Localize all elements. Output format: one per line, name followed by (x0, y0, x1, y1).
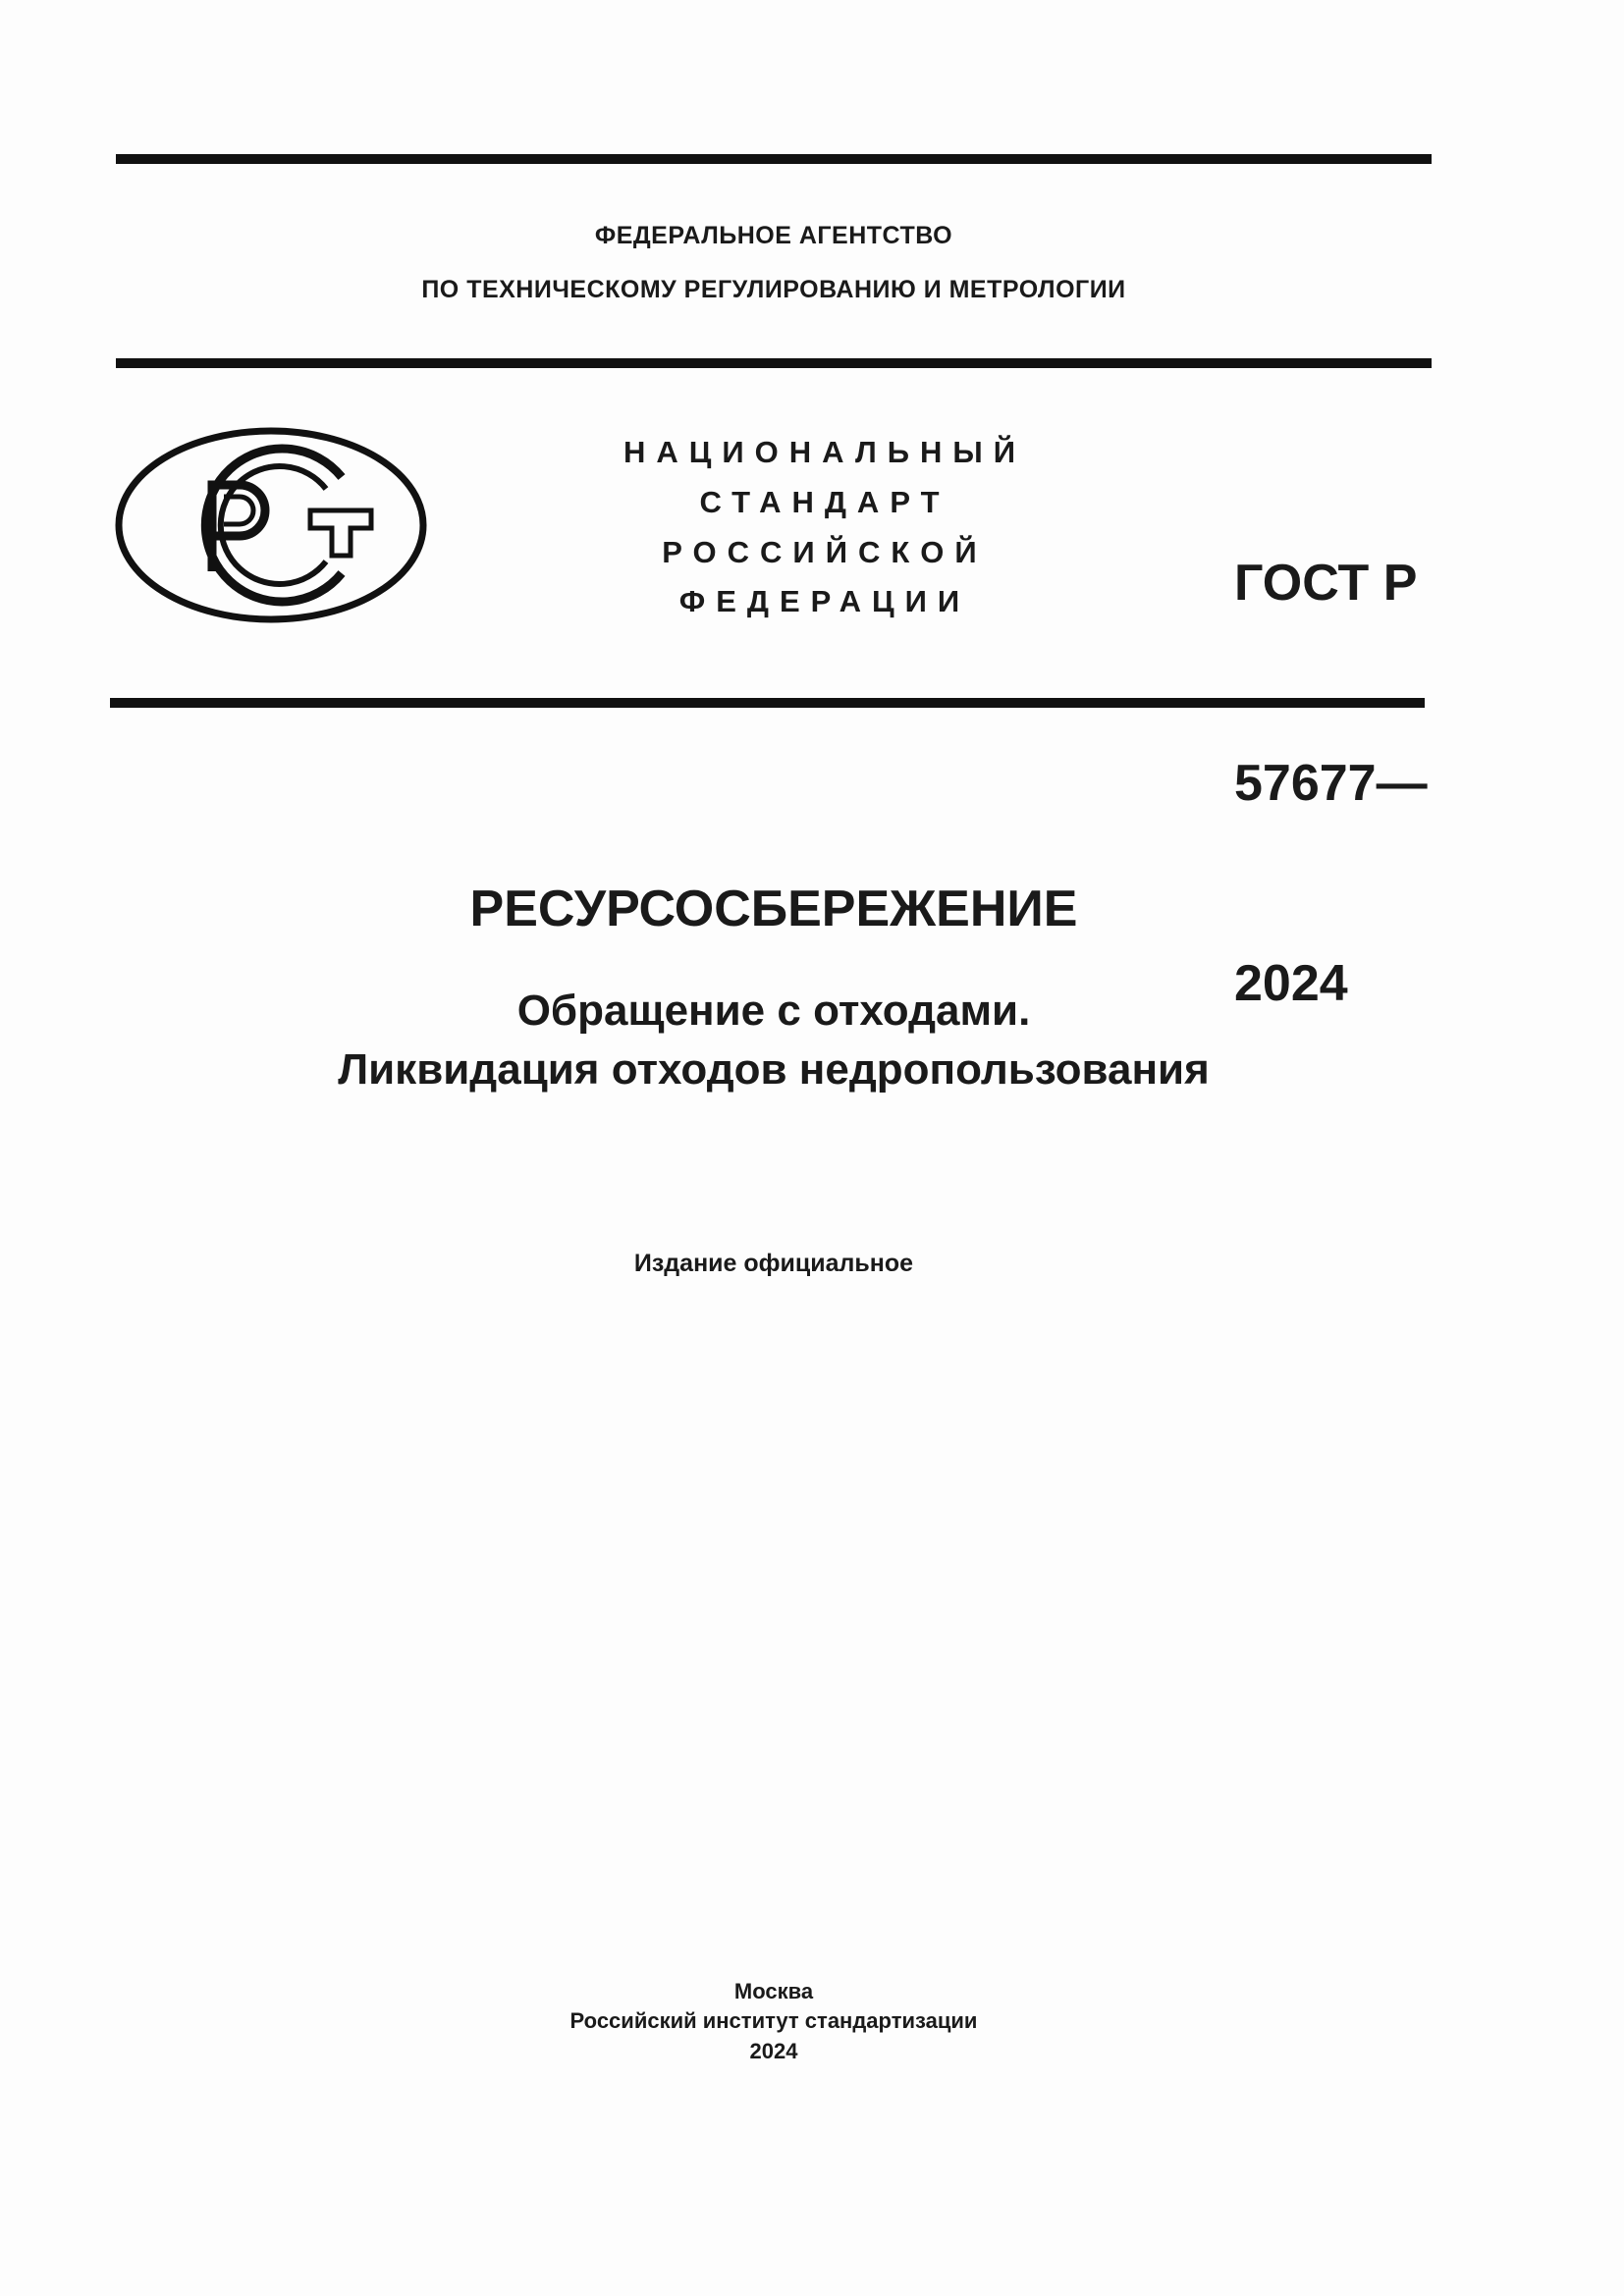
rst-gost-emblem-icon (114, 426, 428, 624)
agency-name-line1: ФЕДЕРАЛЬНОЕ АГЕНТСТВО (594, 222, 953, 249)
national-standard-line2: СТАНДАРТ (699, 485, 950, 519)
agency-name-line2: ПО ТЕХНИЧЕСКОМУ РЕГУЛИРОВАНИЮ И МЕТРОЛОГИИ (421, 276, 1126, 303)
designation-line2: 57677— (1234, 755, 1428, 812)
national-standard-line3: РОССИЙСКОЙ (662, 535, 988, 569)
national-standard-line1: НАЦИОНАЛЬНЫЙ (623, 435, 1027, 469)
document-title: РЕСУРСОСБЕРЕЖЕНИЕ (469, 881, 1078, 937)
designation-line3: 2024 (1234, 955, 1348, 1012)
imprint-city: Москва (733, 1979, 814, 2003)
top-rule (116, 154, 1432, 164)
designation-rule (110, 698, 1425, 708)
designation-line1: ГОСТ Р (1234, 555, 1418, 612)
document-subtitle-line2: Ликвидация отходов недропользования (338, 1045, 1210, 1094)
imprint-publisher: Российский институт стандартизации (569, 2008, 978, 2033)
header-rule (116, 358, 1432, 368)
imprint-year: 2024 (749, 2039, 798, 2063)
national-standard-line4: ФЕДЕРАЦИИ (678, 584, 971, 618)
edition-label: Издание официальное (633, 1250, 914, 1277)
document-subtitle-line1: Обращение с отходами. (516, 987, 1031, 1035)
